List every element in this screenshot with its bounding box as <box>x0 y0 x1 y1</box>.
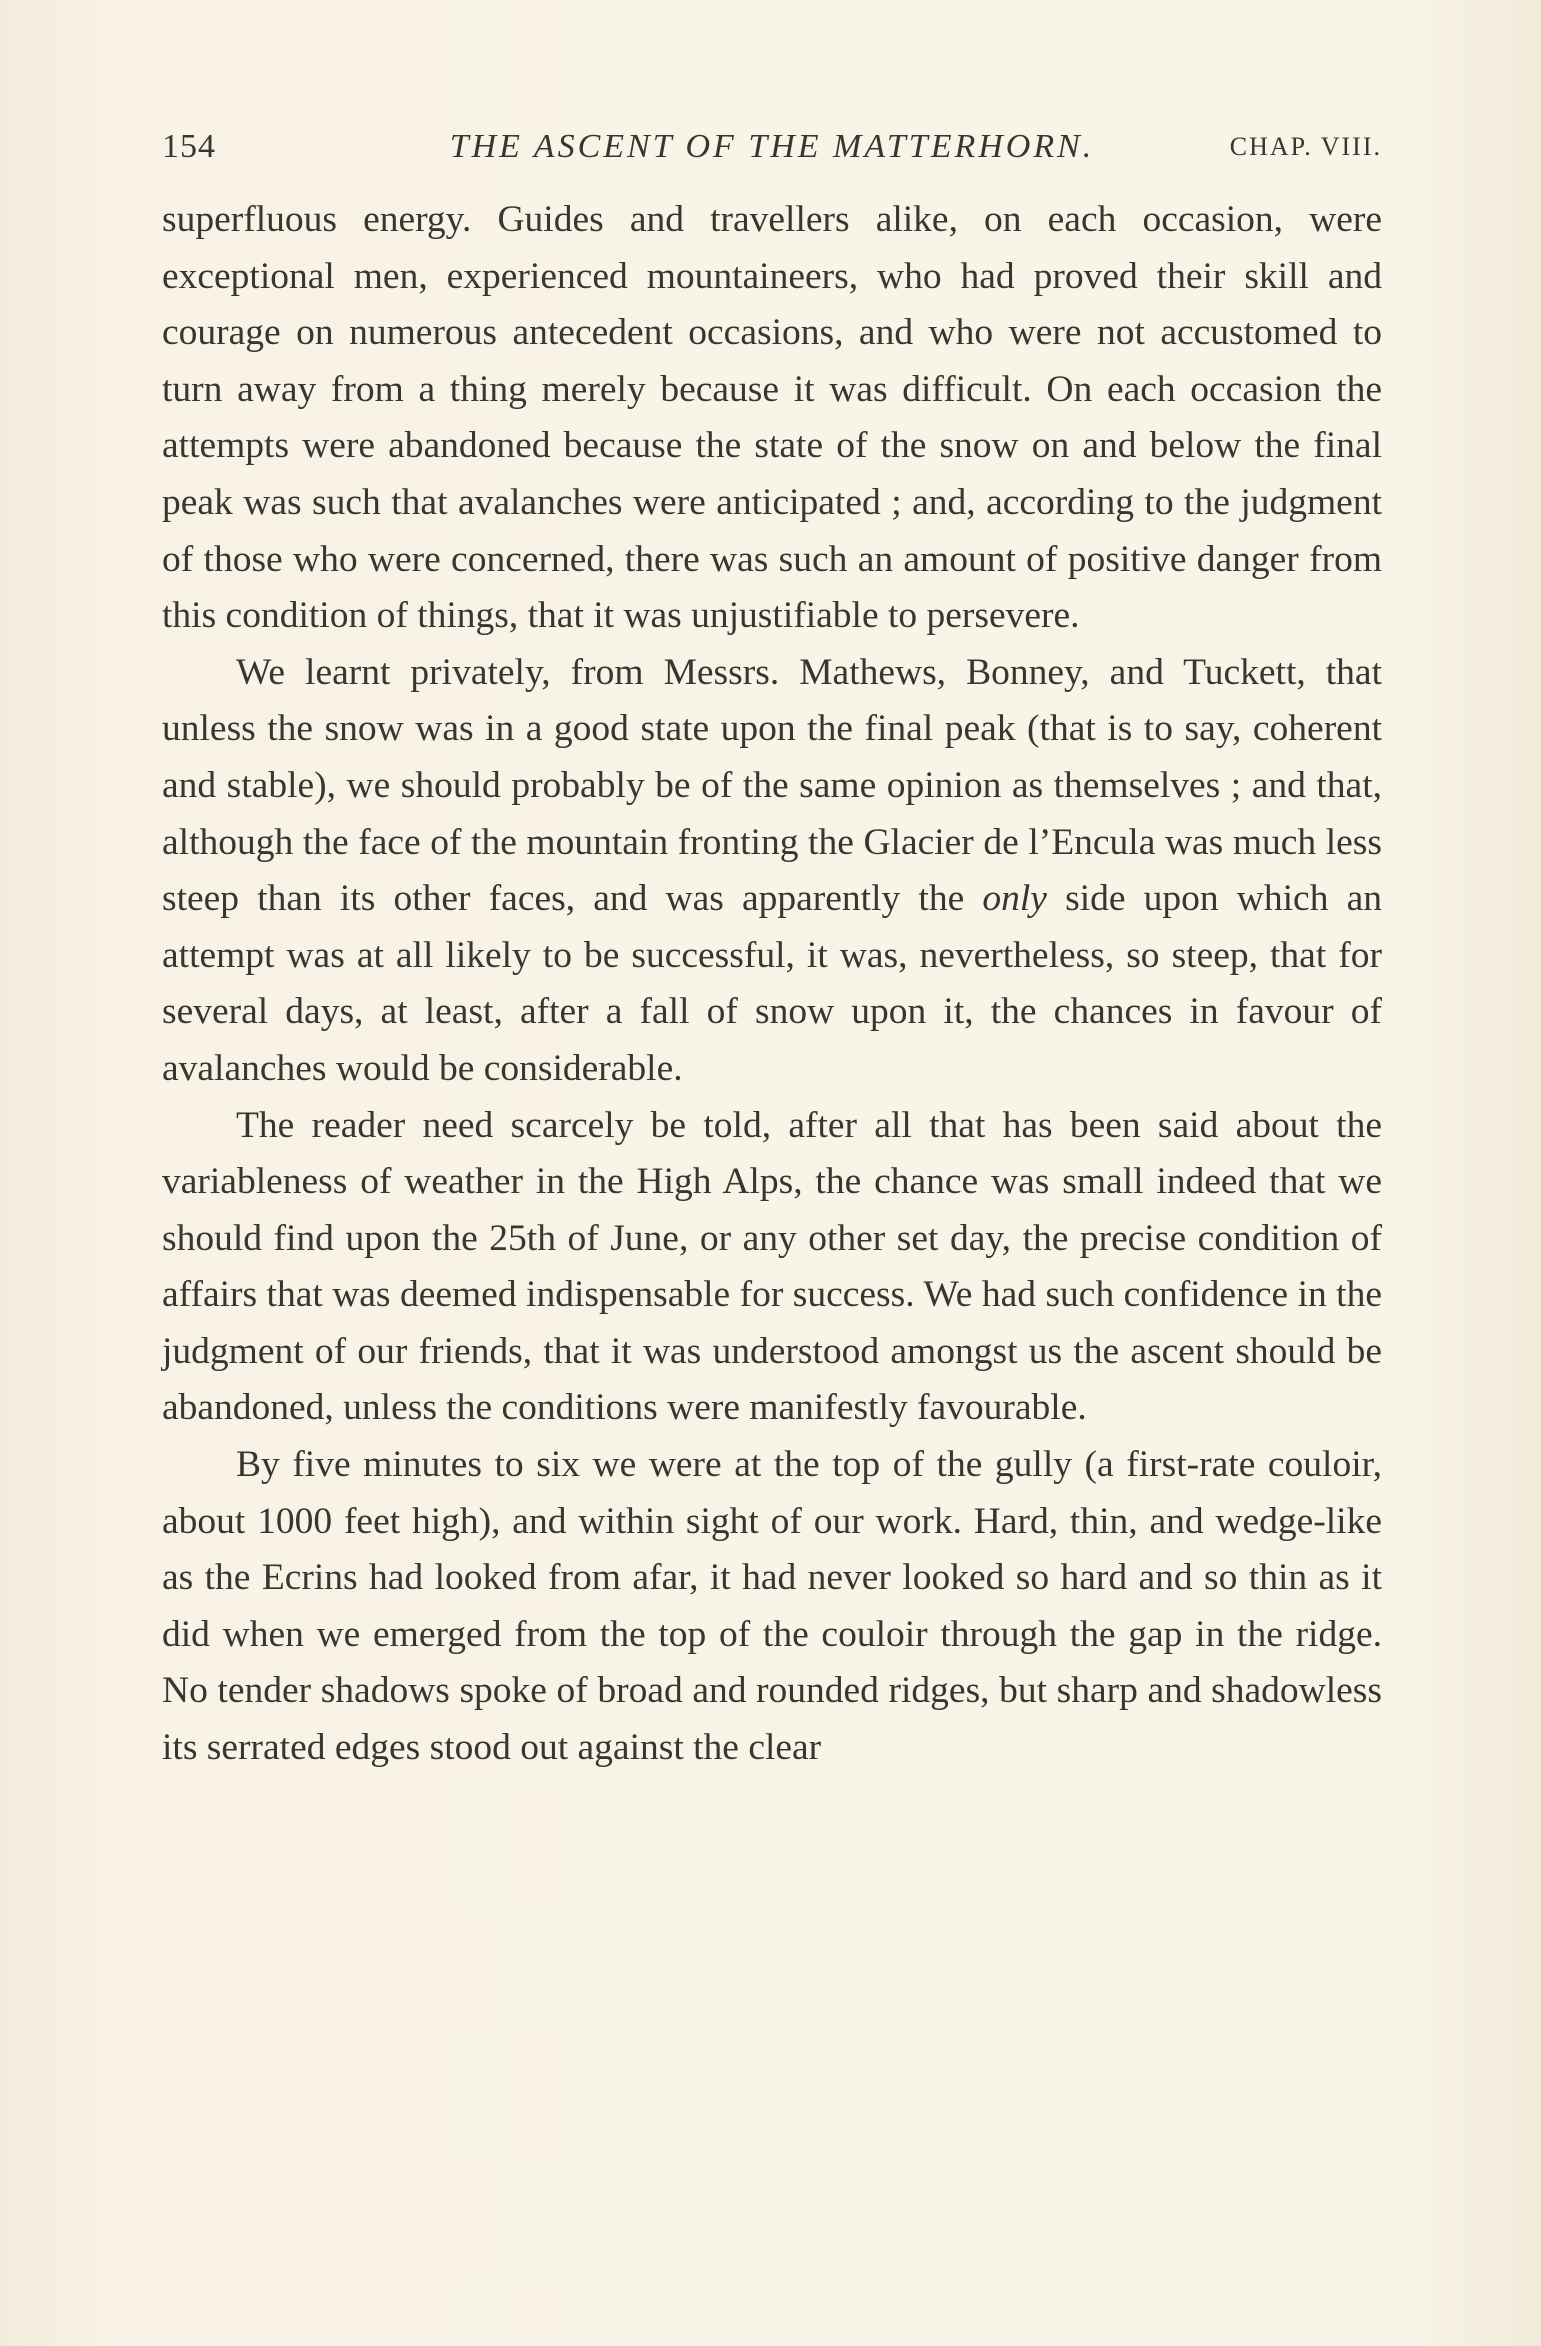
chapter-label: CHAP. VIII. <box>1229 132 1382 161</box>
paragraph-continued: superfluous energy. Guides and travellers alike, on each occasion, were exceptional men, experienced mountaineers, who had proved their skill and courage on numerous antecedent occasions, and who were not accustomed to turn away from a thing merely because it was difficult. On each occasion the attempts were abandoned because the state of the snow on and below the final peak was such that avalanches were anticipated ; and, according to the judgment of those who were concerned, there was such an amount of positive danger from this condition of things, that it was unjustifiable to persevere. <box>162 199 1382 637</box>
body-text <box>162 192 1382 1777</box>
emphasis-text: only <box>982 878 1047 920</box>
paragraph-text-before-emphasis: We learnt privately, from Messrs. Mathews, Bonney, and Tuckett, that unless the snow was in a good state upon the final peak (that is to say, coherent and stable), we should probably be of the same opinion as themselves ; and that, although the face of the mountain fronting the Glacier de l’Encula was much less steep than its other faces, and was apparently the <box>162 651 1382 920</box>
page-number: 154 <box>162 128 216 165</box>
paragraph <box>162 645 1382 1098</box>
paragraph-text-after-emphasis: side upon which an attempt was at all likely to be successful, it was, nevertheless, so steep, that for several days, at least, after a fall of snow upon it, the chances in favour of avalanches would be considerable. <box>162 878 1382 1089</box>
page-header <box>162 128 1382 178</box>
paragraph: The reader need scarcely be told, after all that has been said about the variableness of weather in the High Alps, the chance was small indeed that we should find upon the 25th of June, or any other set day, the precise condition of affairs that was deemed indispensable for success. We had such confidence in the judgment of our friends, that it was understood amongst us the ascent should be abandoned, unless the conditions were manifestly favourable. <box>162 1104 1382 1429</box>
paragraph: By five minutes to six we were at the top of the gully (a first-rate couloir, about 1000 feet high), and within sight of our work. Hard, thin, and wedge-like as the Ecrins had looked from afar, it had never looked so hard and so thin as it did when we emerged from the top of the couloir through the gap in the ridge. No tender shadows spoke of broad and rounded ridges, but sharp and shadowless its serrated edges stood out against the clear <box>162 1444 1382 1769</box>
running-title: THE ASCENT OF THE MATTERHORN. <box>449 128 1095 165</box>
